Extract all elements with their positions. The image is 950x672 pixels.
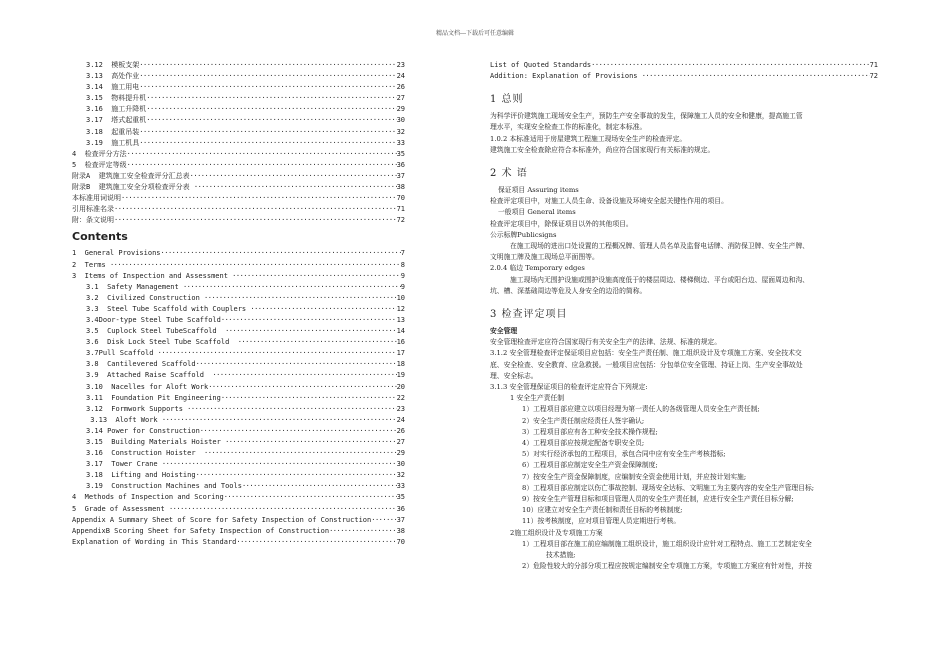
- section-2-title: 2 术 语: [490, 168, 528, 179]
- toc-entry-title: 3.13 Aloft Work: [86, 415, 162, 424]
- toc-entry-title: 4 检查评分方法: [72, 149, 127, 158]
- toc-entry[interactable]: [86, 448, 405, 459]
- toc-entry-title: 附录A 建筑施工安全检查评分汇总表: [72, 171, 190, 180]
- toc-entry-title: 本标准用词说明: [72, 194, 121, 203]
- toc-entry[interactable]: [490, 71, 878, 82]
- toc-leader-dots: [196, 359, 397, 370]
- toc-entry-title: 引用标准名录: [72, 205, 114, 214]
- toc-entry[interactable]: [86, 115, 405, 126]
- toc-leader-dots: [127, 149, 397, 160]
- toc-entry[interactable]: [86, 459, 405, 470]
- term-definition: 施工现场内无围护设施或围护设施高度低于的楼层周边、楼梯侧边、平台或阳台边、屋面周边和沟、: [510, 275, 810, 284]
- toc-leader-dots: [146, 115, 396, 126]
- toc-entry-title: 3.8 Cantilevered Scaffold: [86, 360, 196, 369]
- toc-page-number: 16: [396, 338, 405, 347]
- toc-leader-dots: [221, 393, 397, 404]
- toc-entry-title: 3.9 Attached Raise Scaffold: [86, 371, 213, 380]
- toc-entry[interactable]: [86, 71, 405, 82]
- list-item: 3）工程项目部应有各工种安全技术操作规程;: [522, 427, 658, 436]
- toc-leader-dots: [194, 182, 397, 193]
- toc-entry-title: Explanation of Wording in This Standard: [72, 537, 237, 546]
- toc-leader-dots: [146, 104, 396, 115]
- toc-entry-title: 3.14 Power for Construction: [86, 426, 200, 435]
- toc-entry[interactable]: [86, 426, 405, 437]
- toc-entry-title: 3.14 施工用电: [86, 83, 140, 92]
- toc-leader-dots: [169, 504, 397, 515]
- toc-leader-dots: [642, 71, 870, 82]
- toc-entry[interactable]: [86, 304, 405, 315]
- toc-entry-title: 1 General Provisions: [72, 249, 161, 258]
- toc-entry-title: 2 Terms: [72, 260, 110, 269]
- toc-entry[interactable]: [86, 437, 405, 448]
- toc-leader-dots: [371, 515, 396, 526]
- toc-leader-dots: [162, 459, 397, 470]
- toc-page-number: 27: [396, 438, 405, 446]
- term-definition: 检查评定项目中，对施工人员生命、设备设施及环境安全起关键性作用的项目。: [490, 197, 728, 206]
- toc-page-number: 8: [400, 260, 405, 269]
- item-list-1: [490, 404, 878, 527]
- toc-entry[interactable]: [86, 404, 405, 415]
- term-definition: 文明施工牌及施工现场总平面图等。: [490, 253, 599, 262]
- toc-leader-dots: [110, 260, 401, 271]
- toc-page-number: 35: [396, 493, 405, 502]
- toc-entry[interactable]: [72, 160, 405, 171]
- toc-page-number: 23: [396, 404, 405, 413]
- paragraph: 安全管理检查评定应符合国家现行有关安全生产的法律、法规、标准的规定。: [490, 338, 722, 347]
- toc-entry[interactable]: [86, 348, 405, 359]
- toc-page-number: 18: [396, 360, 405, 369]
- s1-line: 建筑施工安全检查除应符合本标准外，尚应符合国家现行有关标准的规定。: [490, 145, 715, 154]
- toc-entry[interactable]: [86, 382, 405, 393]
- toc-group-cn-bottom: [72, 149, 405, 227]
- toc-page-number: 19: [396, 371, 405, 380]
- toc-page-number: 70: [396, 537, 405, 546]
- toc-page-number: 26: [396, 83, 405, 92]
- toc-page-number: 37: [396, 515, 405, 524]
- toc-entry-title: 3.1 Safety Management: [86, 282, 183, 291]
- s1-line: 为科学评价建筑施工现场安全生产，预防生产安全事故的发生，保障施工人员的安全和健康，提高施工管: [490, 112, 803, 121]
- toc-page-number: 30: [396, 460, 405, 469]
- list-item: 8）工程项目部应制定以伤亡事故控制、现场安全达标、文明施工为主要内容的安全生产管理目标;: [522, 483, 815, 492]
- toc-page-number: 24: [396, 72, 405, 81]
- section-3-title: 3 检查评定项目: [490, 309, 568, 321]
- toc-entry-title: 3.3 Steel Tube Scaffold with Couplers: [86, 304, 251, 313]
- toc-entry-title: 3.18 Lifting and Hoisting: [86, 471, 196, 480]
- toc-leader-dots: [187, 404, 396, 415]
- toc-entry-title: 3.15 物料提升机: [86, 94, 147, 103]
- toc-entry[interactable]: [72, 182, 405, 193]
- toc-page-number: 33: [396, 138, 405, 147]
- toc-entry-title: 3.12 模板支架: [86, 61, 140, 69]
- toc-entry-title: 3 Items of Inspection and Assessment: [72, 271, 233, 280]
- toc-entry-title: Addition: Explanation of Provisions: [490, 72, 642, 81]
- term-public-signs: 公示标牌Publicsigns: [490, 230, 557, 239]
- toc-leader-dots: [146, 93, 396, 104]
- toc-entry[interactable]: [86, 337, 405, 348]
- toc-page-number: 13: [396, 315, 405, 324]
- toc-page-number: 9: [400, 282, 405, 291]
- toc-entry[interactable]: [86, 481, 405, 492]
- list-item: 6）工程项目部应制定安全生产资金保障制度;: [522, 461, 658, 470]
- toc-entry[interactable]: [86, 282, 405, 293]
- toc-page-number: 38: [396, 183, 405, 192]
- toc-entry[interactable]: [72, 260, 405, 271]
- s1-line: 理水平，实现安全检查工作的标准化，制定本标准。: [490, 123, 647, 132]
- toc-page-number: 29: [396, 105, 405, 114]
- toc-entry[interactable]: [72, 149, 405, 160]
- toc-leader-dots: [114, 215, 397, 226]
- toc-leader-dots: [158, 348, 397, 359]
- toc-entry-title: 3.16 施工升降机: [86, 105, 147, 114]
- list-item: 5）对实行经济承包的工程项目，承包合同中应有安全生产考核指标;: [522, 450, 726, 459]
- toc-group-cn-top: [72, 60, 405, 149]
- toc-page-number: 71: [869, 61, 878, 69]
- toc-entry-title: 3.4Door-type Steel Tube Scaffold: [86, 315, 221, 324]
- toc-page-number: 29: [396, 449, 405, 458]
- toc-entry[interactable]: [86, 315, 405, 326]
- toc-entry[interactable]: [86, 470, 405, 481]
- toc-entry-title: AppendixB Scoring Sheet for Safety Inspection of Construction: [72, 526, 330, 535]
- toc-entry-title: 3.10 Nacelles for Aloft Work: [86, 382, 209, 391]
- toc-leader-dots: [212, 370, 396, 381]
- list-item: 11）按考核制度，应对项目管理人员定期进行考核。: [522, 517, 681, 526]
- toc-group-en-mid: [72, 282, 405, 493]
- toc-page-number: 36: [396, 160, 405, 169]
- toc-entry-title: 3.19 Construction Machines and Tools: [86, 482, 242, 491]
- toc-page-number: 17: [396, 349, 405, 358]
- toc-leader-dots: [139, 127, 396, 138]
- toc-entry-title: 3.7Pull Scaffold: [86, 349, 158, 358]
- toc-leader-dots: [114, 204, 397, 215]
- toc-entry-title: 3.5 Cuplock Steel TubeScaffold: [86, 327, 226, 336]
- toc-group-en-top: [72, 248, 405, 281]
- toc-entry-title: 4 Methods of Inspection and Scoring: [72, 493, 224, 502]
- toc-entry[interactable]: [86, 82, 405, 93]
- toc-page-number: 10: [396, 293, 405, 302]
- toc-entry-title: 3.11 Foundation Pit Engineering: [86, 393, 221, 402]
- toc-entry-title: 3.17 Tower Crane: [86, 460, 162, 469]
- section-1-title: 1 总则: [490, 94, 524, 106]
- list-item: 1）工程项目部应建立以项目经理为第一责任人的各级管理人员安全生产责任制;: [522, 405, 760, 414]
- toc-leader-dots: [225, 326, 396, 337]
- toc-page-number: 24: [396, 415, 405, 424]
- toc-leader-dots: [139, 138, 396, 149]
- toc-entry[interactable]: [86, 127, 405, 138]
- toc-entry[interactable]: [72, 204, 405, 215]
- toc-entry-title: List of Quoted Standards: [490, 61, 592, 69]
- list-item: 10）应建立对安全生产责任制和责任目标的考核制度;: [522, 506, 683, 515]
- toc-entry-title: 附录B 建筑施工安全分项检查评分表: [72, 183, 194, 192]
- body-right-column: [490, 60, 878, 573]
- list-item: 7）按安全生产资金保障制度，应编制安全资金使用计划，并应按计划实施;: [522, 472, 747, 481]
- toc-leader-dots: [329, 526, 396, 537]
- toc-page-number: 26: [396, 426, 405, 435]
- toc-entry[interactable]: [490, 60, 878, 71]
- paragraph: 底、安全检查、安全教育、应急救援。一般项目应包括：分包单位安全管理、持证上岗、生产安全事故处: [490, 360, 803, 369]
- toc-entry[interactable]: [86, 60, 405, 71]
- toc-entry[interactable]: [72, 526, 405, 537]
- toc-page-number: 7: [400, 249, 405, 258]
- paragraph: 3.1.2 安全管理检查评定保证项目应包括：安全生产责任制、施工组织设计及专项施工方案、安全技术交: [490, 349, 802, 358]
- paragraph: 理、安全标志。: [490, 371, 538, 380]
- toc-entry-title: 3.2 Civilized Construction: [86, 293, 205, 302]
- toc-page-number: 12: [396, 304, 405, 313]
- toc-page-number: 23: [396, 61, 405, 69]
- contents-heading: Contents: [72, 230, 128, 244]
- toc-page-number: 14: [396, 327, 405, 336]
- toc-page-number: 37: [396, 171, 405, 180]
- toc-entry[interactable]: [72, 215, 405, 226]
- toc-entry-title: 3.19 施工机具: [86, 138, 140, 147]
- toc-page-number: 33: [396, 482, 405, 491]
- toc-leader-dots: [183, 282, 401, 293]
- toc-entry[interactable]: [72, 492, 405, 503]
- toc-leader-dots: [161, 248, 401, 259]
- toc-leader-dots: [127, 160, 397, 171]
- term-general-items: 一般项目 General items: [498, 208, 576, 217]
- toc-entry[interactable]: [86, 93, 405, 104]
- toc-entry[interactable]: [72, 271, 405, 282]
- term-definition: 坑、槽、深基础周边等危及人身安全的边沿的简称。: [490, 286, 647, 295]
- toc-entry[interactable]: [72, 171, 405, 182]
- toc-entry-title: 5 检查评定等级: [72, 160, 127, 169]
- toc-entry[interactable]: [72, 193, 405, 204]
- item-heading: 2施工组织设计及专项施工方案: [510, 528, 603, 537]
- item-2-line: 1）工程项目部在施工前应编制施工组织设计，施工组织设计应针对工程特点、施工工艺制定安全: [522, 539, 812, 548]
- toc-leader-dots: [204, 293, 397, 304]
- toc-page-number: 72: [869, 72, 878, 81]
- toc-page-number: 20: [396, 382, 405, 391]
- toc-leader-dots: [591, 60, 869, 71]
- toc-page-number: 22: [396, 393, 405, 402]
- toc-page-number: 72: [396, 216, 405, 225]
- page-header: 精品文档---下载后可任意编辑: [435, 30, 515, 37]
- toc-page-number: 9: [400, 271, 405, 280]
- list-item: 4）工程项目部应按规定配备专职安全员;: [522, 439, 645, 448]
- item-2-line: 2）危险性较大的分部分项工程应按规定编制安全专项施工方案，专项施工方案应有针对性，并按: [522, 562, 812, 571]
- toc-page-number: 71: [396, 205, 405, 214]
- toc-entry[interactable]: [72, 248, 405, 259]
- toc-entry[interactable]: [86, 393, 405, 404]
- toc-group-en-right: [490, 60, 878, 82]
- toc-entry[interactable]: [86, 326, 405, 337]
- toc-leader-dots: [139, 82, 396, 93]
- s1-line: 1.0.2 本标准适用于房屋建筑工程施工现场安全生产的检查评定。: [490, 134, 687, 143]
- toc-leader-dots: [236, 537, 396, 548]
- toc-page-number: 36: [396, 504, 405, 513]
- toc-entry-title: 附：条文说明: [72, 216, 114, 225]
- list-item: 9）按安全生产管理目标和项目管理人员的安全生产责任制，应进行安全生产责任目标分解;: [522, 495, 794, 504]
- toc-page-number: 32: [396, 127, 405, 136]
- item-2-line: 技术措施;: [546, 551, 576, 560]
- table-of-contents-left: [72, 60, 405, 548]
- toc-leader-dots: [196, 470, 397, 481]
- toc-entry-title: 5 Grade of Assessment: [72, 504, 169, 513]
- toc-leader-dots: [121, 193, 397, 204]
- toc-entry-title: 3.12 Formwork Supports: [86, 404, 188, 413]
- toc-page-number: 70: [396, 194, 405, 203]
- item-heading: 1 安全生产责任制: [510, 394, 565, 403]
- term-temporary-edges: 2.0.4 临边 Temporary edges: [490, 264, 585, 273]
- toc-entry-title: 3.15 Building Materials Hoister: [86, 438, 226, 446]
- toc-leader-dots: [221, 315, 397, 326]
- toc-leader-dots: [224, 492, 397, 503]
- term-definition: 在施工现场的进出口处设置的工程概况牌、管理人员名单及监督电话牌、消防保卫牌、安全生产牌、: [510, 242, 810, 251]
- toc-entry[interactable]: [86, 138, 405, 149]
- toc-leader-dots: [204, 448, 397, 459]
- toc-entry[interactable]: [86, 370, 405, 381]
- toc-leader-dots: [232, 271, 401, 282]
- toc-entry[interactable]: [86, 415, 405, 426]
- toc-leader-dots: [250, 304, 396, 315]
- toc-leader-dots: [225, 437, 396, 448]
- toc-leader-dots: [139, 60, 396, 71]
- toc-entry[interactable]: [72, 537, 405, 548]
- toc-page-number: 38: [396, 526, 405, 535]
- term-assuring-items: 保证项目 Assuring items: [498, 186, 579, 194]
- paragraph: 3.1.3 安全管理保证项目的检查评定应符合下列规定:: [490, 383, 648, 392]
- toc-leader-dots: [139, 71, 396, 82]
- toc-entry[interactable]: [86, 293, 405, 304]
- toc-leader-dots: [208, 382, 396, 393]
- toc-page-number: 30: [396, 116, 405, 125]
- toc-entry-title: 3.6 Disk Lock Steel Tube Scaffold: [86, 338, 238, 347]
- toc-entry-title: 3.17 塔式起重机: [86, 116, 147, 125]
- toc-entry[interactable]: [72, 504, 405, 515]
- toc-page-number: 27: [396, 94, 405, 103]
- toc-leader-dots: [162, 415, 397, 426]
- toc-entry-title: 3.16 Construction Hoister: [86, 449, 205, 458]
- term-definition: 检查评定项目中，除保证项目以外的其他项目。: [490, 219, 633, 228]
- toc-leader-dots: [190, 171, 397, 182]
- toc-entry-title: 3.13 高处作业: [86, 72, 140, 81]
- toc-leader-dots: [242, 481, 397, 492]
- toc-leader-dots: [238, 337, 397, 348]
- toc-entry[interactable]: [72, 515, 405, 526]
- subsection-title: 安全管理: [490, 327, 518, 336]
- toc-leader-dots: [200, 426, 397, 437]
- toc-page-number: 35: [396, 149, 405, 158]
- list-item: 2）安全生产责任制应经责任人签字确认;: [522, 416, 645, 425]
- toc-entry-title: 3.18 起重吊装: [86, 127, 140, 136]
- toc-page-number: 32: [396, 471, 405, 480]
- toc-group-en-bottom: [72, 492, 405, 547]
- toc-entry[interactable]: [86, 104, 405, 115]
- toc-entry-title: Appendix A Summary Sheet of Score for Safety Inspection of Construction: [72, 515, 372, 524]
- toc-entry[interactable]: [86, 359, 405, 370]
